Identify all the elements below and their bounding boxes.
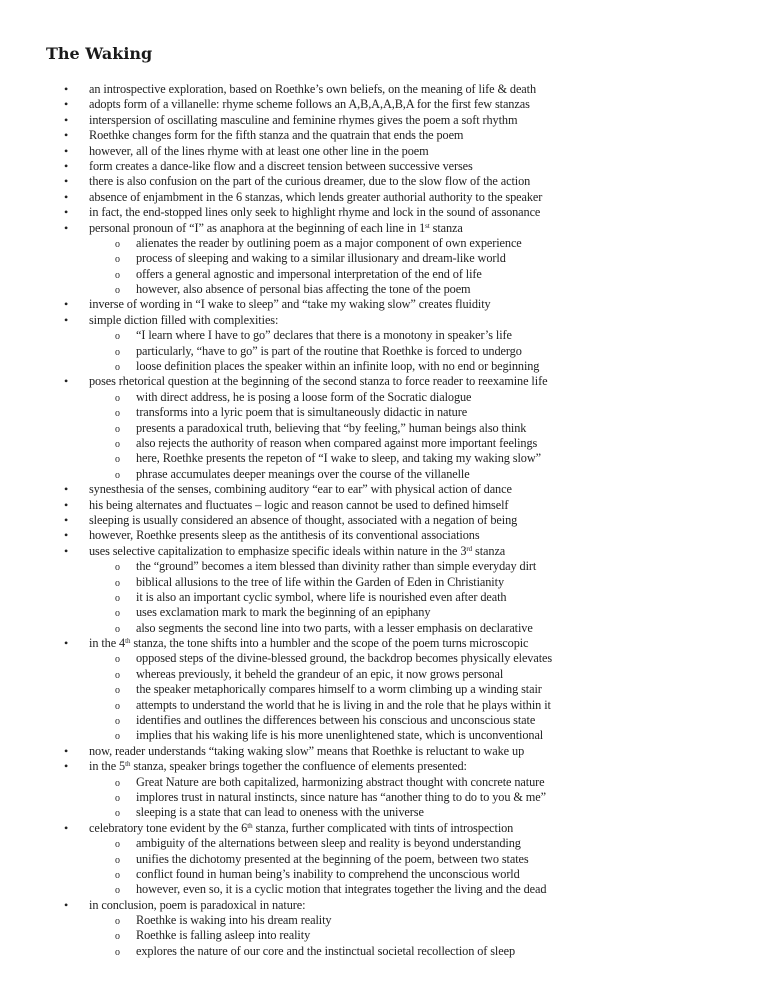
sub-bullet-marker: o — [115, 392, 120, 404]
sub-bullet-item — [0, 390, 768, 405]
sub-bullet-item — [0, 359, 768, 374]
bullet-marker: • — [64, 374, 69, 389]
bullet-marker: • — [64, 128, 69, 143]
bullet-marker: • — [64, 543, 69, 558]
item-text: implores trust in natural instincts, since nature has “another thing to do to you & me” — [136, 789, 546, 804]
item-text: the speaker metaphorically compares himself to a worm climbing up a winding stair — [136, 682, 542, 697]
bullet-marker: • — [64, 512, 69, 527]
bullet-item — [0, 498, 768, 513]
bullet-marker: • — [64, 528, 69, 543]
item-text: the “ground” becomes a item blessed than divinity rather than simple everyday dirt — [136, 559, 537, 574]
sub-bullet-marker: o — [115, 408, 120, 420]
sub-bullet-item — [0, 852, 768, 867]
item-text: explores the nature of our core and the instinctual societal recollection of sleep — [136, 943, 516, 958]
page-title: The Waking — [46, 44, 153, 63]
item-text: conflict found in human being’s inability to comprehend the unconscious world — [136, 866, 520, 881]
sub-bullet-marker: o — [115, 577, 120, 589]
bullet-marker: • — [64, 205, 69, 220]
item-text: now, reader understands “taking waking slow” means that Roethke is reluctant to wake up — [89, 743, 525, 758]
bullet-item — [0, 636, 768, 651]
sub-bullet-marker: o — [115, 777, 120, 789]
bullet-item — [0, 128, 768, 143]
sub-bullet-item — [0, 267, 768, 282]
item-text: loose definition places the speaker within an infinite loop, with no end or beginning — [136, 359, 540, 374]
sub-bullet-item — [0, 590, 768, 605]
item-text: presents a paradoxical truth, believing that “by feeling,” human beings also think — [136, 420, 527, 435]
bullet-item — [0, 528, 768, 543]
sub-bullet-marker: o — [115, 700, 120, 712]
bullet-marker: • — [64, 820, 69, 835]
item-text: phrase accumulates deeper meanings over the course of the villanelle — [136, 466, 470, 481]
item-text: whereas previously, it beheld the grandeur of an epic, it now grows personal — [136, 666, 504, 681]
ordinal-suffix: th — [247, 821, 253, 830]
sub-bullet-item — [0, 421, 768, 436]
ordinal-suffix: rd — [466, 544, 473, 553]
sub-bullet-item — [0, 867, 768, 882]
sub-bullet-item — [0, 805, 768, 820]
ordinal-suffix: th — [125, 760, 131, 769]
bullet-marker: • — [64, 297, 69, 312]
sub-bullet-marker: o — [115, 716, 120, 728]
sub-bullet-item — [0, 405, 768, 420]
item-text: process of sleeping and waking to a similar illusionary and dream-like world — [136, 251, 506, 266]
sub-bullet-marker: o — [115, 731, 120, 743]
bullet-marker: • — [64, 189, 69, 204]
item-text: also rejects the authority of reason when compared against more important feelings — [136, 435, 538, 450]
sub-bullet-item — [0, 621, 768, 636]
sub-bullet-item — [0, 913, 768, 928]
item-text: poses rhetorical question at the beginning of the second stanza to force reader to reexamine life — [89, 374, 548, 389]
bullet-marker: • — [64, 759, 69, 774]
item-text: opposed steps of the divine-blessed ground, the backdrop becomes physically elevates — [136, 651, 553, 666]
bullet-item — [0, 221, 768, 236]
sub-bullet-marker: o — [115, 931, 120, 943]
item-text: however, also absence of personal bias affecting the tone of the poem — [136, 282, 471, 297]
bullet-item — [0, 759, 768, 774]
sub-bullet-marker: o — [115, 808, 120, 820]
sub-bullet-marker: o — [115, 254, 120, 266]
bullet-marker: • — [64, 312, 69, 327]
item-text: uses exclamation mark to mark the beginning of an epiphany — [136, 605, 431, 620]
item-text: there is also confusion on the part of the curious dreamer, due to the slow flow of the action — [89, 174, 531, 189]
ordinal-suffix: th — [125, 637, 131, 646]
bullet-item — [0, 297, 768, 312]
sub-bullet-marker: o — [115, 669, 120, 681]
sub-bullet-item — [0, 236, 768, 251]
sub-bullet-marker: o — [115, 362, 120, 374]
sub-bullet-item — [0, 944, 768, 959]
bullet-marker: • — [64, 482, 69, 497]
sub-bullet-marker: o — [115, 592, 120, 604]
sub-bullet-marker: o — [115, 331, 120, 343]
sub-bullet-item — [0, 282, 768, 297]
item-text: uses selective capitalization to emphasize specific ideals within nature in the 3rd stanza — [89, 543, 506, 558]
item-text: personal pronoun of “I” as anaphora at the beginning of each line in 1st stanza — [89, 220, 463, 235]
item-text: absence of enjambment in the 6 stanzas, which lends greater authorial authority to the speaker — [89, 189, 543, 204]
sub-bullet-item — [0, 882, 768, 897]
bullet-item — [0, 205, 768, 220]
sub-bullet-item — [0, 575, 768, 590]
sub-bullet-marker: o — [115, 623, 120, 635]
sub-bullet-marker: o — [115, 854, 120, 866]
sub-bullet-marker: o — [115, 285, 120, 297]
bullet-item — [0, 374, 768, 389]
item-text: however, even so, it is a cyclic motion that integrates together the living and the dead — [136, 882, 547, 897]
item-text: sleeping is a state that can lead to oneness with the universe — [136, 805, 424, 820]
sub-bullet-item — [0, 436, 768, 451]
item-text: unifies the dichotomy presented at the beginning of the poem, between two states — [136, 851, 529, 866]
bullet-item — [0, 159, 768, 174]
bullet-marker: • — [64, 112, 69, 127]
sub-bullet-item — [0, 698, 768, 713]
sub-bullet-marker: o — [115, 238, 120, 250]
notes-list — [0, 82, 768, 959]
sub-bullet-item — [0, 651, 768, 666]
sub-bullet-marker: o — [115, 423, 120, 435]
sub-bullet-marker: o — [115, 562, 120, 574]
sub-bullet-marker: o — [115, 869, 120, 881]
item-text: however, all of the lines rhyme with at least one other line in the poem — [89, 143, 429, 158]
sub-bullet-marker: o — [115, 346, 120, 358]
item-text: transforms into a lyric poem that is simultaneously didactic in nature — [136, 405, 468, 420]
sub-bullet-marker: o — [115, 916, 120, 928]
bullet-marker: • — [64, 143, 69, 158]
bullet-item — [0, 190, 768, 205]
sub-bullet-item — [0, 344, 768, 359]
sub-bullet-marker: o — [115, 654, 120, 666]
item-text: form creates a dance-like flow and a discreet tension between successive verses — [89, 158, 473, 173]
sub-bullet-item — [0, 667, 768, 682]
bullet-item — [0, 544, 768, 559]
item-text: Great Nature are both capitalized, harmonizing abstract thought with concrete nature — [136, 774, 545, 789]
item-text: attempts to understand the world that he is living in and the role that he plays within it — [136, 697, 551, 712]
item-text: here, Roethke presents the repeton of “I wake to sleep, and taking my waking slow” — [136, 451, 541, 466]
sub-bullet-item — [0, 790, 768, 805]
sub-bullet-item — [0, 328, 768, 343]
bullet-marker: • — [64, 97, 69, 112]
sub-bullet-marker: o — [115, 269, 120, 281]
item-text: also segments the second line into two parts, with a lesser emphasis on declarative — [136, 620, 533, 635]
bullet-marker: • — [64, 636, 69, 651]
item-text: particularly, “have to go” is part of the routine that Roethke is forced to undergo — [136, 343, 522, 358]
sub-bullet-item — [0, 251, 768, 266]
sub-bullet-marker: o — [115, 469, 120, 481]
bullet-item — [0, 482, 768, 497]
bullet-item — [0, 174, 768, 189]
bullet-item — [0, 898, 768, 913]
sub-bullet-marker: o — [115, 792, 120, 804]
sub-bullet-item — [0, 467, 768, 482]
sub-bullet-marker: o — [115, 685, 120, 697]
sub-bullet-item — [0, 775, 768, 790]
item-text: simple diction filled with complexities: — [89, 312, 279, 327]
item-text: in conclusion, poem is paradoxical in nature: — [89, 897, 306, 912]
item-text: ambiguity of the alternations between sleep and reality is beyond understanding — [136, 836, 521, 851]
item-text: biblical allusions to the tree of life within the Garden of Eden in Christianity — [136, 574, 504, 589]
sub-bullet-item — [0, 836, 768, 851]
bullet-marker: • — [64, 158, 69, 173]
item-text: inverse of wording in “I wake to sleep” and “take my waking slow” creates fluidity — [89, 297, 491, 312]
bullet-item — [0, 97, 768, 112]
item-text: implies that his waking life is his more unenlightened state, which is unconventional — [136, 728, 544, 743]
sub-bullet-item — [0, 713, 768, 728]
item-text: sleeping is usually considered an absence of thought, associated with a negation of being — [89, 512, 518, 527]
bullet-item — [0, 513, 768, 528]
sub-bullet-item — [0, 559, 768, 574]
bullet-item — [0, 113, 768, 128]
bullet-marker: • — [64, 897, 69, 912]
item-text: it is also an important cyclic symbol, where life is nourished even after death — [136, 589, 507, 604]
sub-bullet-item — [0, 728, 768, 743]
sub-bullet-marker: o — [115, 454, 120, 466]
bullet-marker: • — [64, 82, 69, 96]
bullet-marker: • — [64, 497, 69, 512]
sub-bullet-item — [0, 928, 768, 943]
item-text: identifies and outlines the differences between his conscious and unconscious state — [136, 713, 536, 728]
bullet-item — [0, 82, 768, 97]
sub-bullet-item — [0, 682, 768, 697]
item-text: synesthesia of the senses, combining auditory “ear to ear” with physical action of dance — [89, 482, 512, 497]
item-text: adopts form of a villanelle: rhyme scheme follows an A,B,A,A,B,A for the first few stanzas — [89, 97, 530, 112]
bullet-item — [0, 313, 768, 328]
bullet-marker: • — [64, 220, 69, 235]
bullet-marker: • — [64, 743, 69, 758]
item-text: in fact, the end-stopped lines only seek to highlight rhyme and lock in the sound of assonance — [89, 205, 541, 220]
sub-bullet-marker: o — [115, 946, 120, 958]
item-text: interspersion of oscillating masculine and feminine rhymes gives the poem a soft rhythm — [89, 112, 518, 127]
sub-bullet-marker: o — [115, 438, 120, 450]
item-text: alienates the reader by outlining poem as a major component of own experience — [136, 235, 522, 250]
item-text: with direct address, he is posing a loose form of the Socratic dialogue — [136, 389, 472, 404]
bullet-marker: • — [64, 174, 69, 189]
item-text: Roethke is falling asleep into reality — [136, 928, 311, 943]
bullet-item — [0, 744, 768, 759]
sub-bullet-marker: o — [115, 608, 120, 620]
sub-bullet-item — [0, 605, 768, 620]
item-text: his being alternates and fluctuates – logic and reason cannot be used to defined himself — [89, 497, 509, 512]
item-text: “I learn where I have to go” declares that there is a monotony in speaker’s life — [136, 328, 512, 343]
item-text: Roethke is waking into his dream reality — [136, 913, 332, 928]
sub-bullet-item — [0, 451, 768, 466]
bullet-item — [0, 144, 768, 159]
item-text: however, Roethke presents sleep as the antithesis of its conventional associations — [89, 528, 480, 543]
item-text: in the 5th stanza, speaker brings together the confluence of elements presented: — [89, 759, 467, 774]
item-text: in the 4th stanza, the tone shifts into a humbler and the scope of the poem turns microscopic — [89, 636, 529, 651]
item-text: an introspective exploration, based on Roethke’s own beliefs, on the meaning of life & death — [89, 82, 537, 96]
item-text: celebratory tone evident by the 6th stanza, further complicated with tints of introspection — [89, 820, 514, 835]
item-text: Roethke changes form for the fifth stanza and the quatrain that ends the poem — [89, 128, 464, 143]
sub-bullet-marker: o — [115, 885, 120, 897]
sub-bullet-marker: o — [115, 839, 120, 851]
bullet-item — [0, 821, 768, 836]
item-text: offers a general agnostic and impersonal interpretation of the end of life — [136, 266, 482, 281]
ordinal-suffix: st — [425, 221, 430, 230]
